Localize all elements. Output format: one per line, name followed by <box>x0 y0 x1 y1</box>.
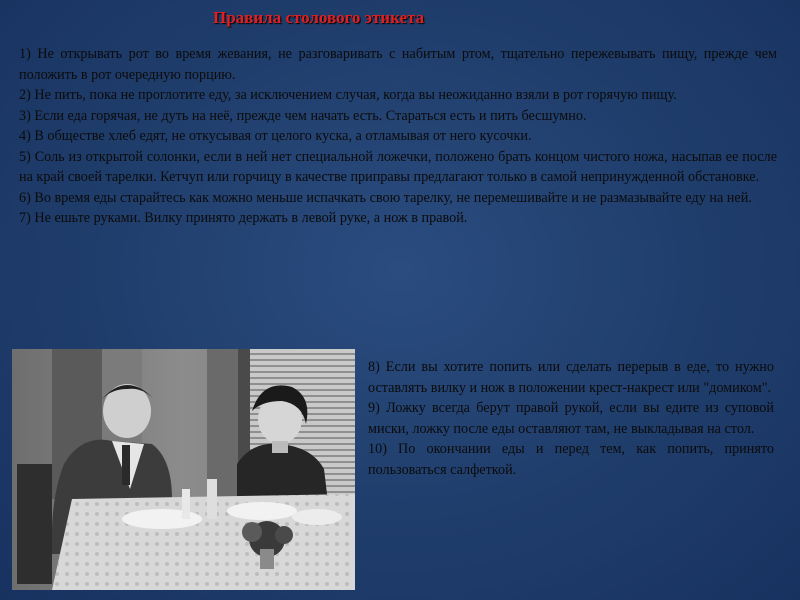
rules-list-top <box>19 44 777 229</box>
rule-8: 8) Если вы хотите попить или сделать перерыв в еде, то нужно оставлять вилку и нож в положении крест-накрест или "домиком". <box>368 359 774 396</box>
rule-9: 9) Ложку всегда берут правой рукой, если вы едите из суповой миски, ложку после еды оставляют там, не выкладывая на стол. <box>368 400 774 437</box>
dining-couple-photo <box>12 349 355 590</box>
rule-4: 4) В обществе хлеб едят, не откусывая от целого куска, а отламывая от него кусочки. <box>19 128 532 144</box>
rule-6: 6) Во время еды старайтесь как можно меньше испачкать свою тарелку, не перемешивайте и не размазывайте еду на ней. <box>19 189 752 206</box>
rule-5: 5) Соль из открытой солонки, если в ней нет специальной ложечки, положено брать концом чистого ножа, насыпав ее после на край своей тарелки. Кетчуп или горчицу в качестве приправы предлагают только в самой непринужденной обстановке. <box>19 148 777 185</box>
rule-2: 2) Не пить, пока не проглотите еду, за исключением случая, когда вы неожиданно взяли в рот горячую пищу. <box>19 87 677 103</box>
slide-title: Правила столового этикета <box>213 8 425 27</box>
rules-list-side <box>368 357 774 480</box>
rule-10: 10) По окончании еды и перед тем, как попить, принято пользоваться салфеткой. <box>368 441 774 478</box>
rule-1: 1) Не открывать рот во время жевания, не разговаривать с набитым ртом, тщательно пережевывать пищу, прежде чем положить в рот очередную порцию. <box>19 46 777 83</box>
rule-7: 7) Не ешьте руками. Вилку принято держать в левой руке, а нож в правой. <box>19 210 468 226</box>
rule-3: 3) Если еда горячая, не дуть на неё, прежде чем начать есть. Стараться есть и пить бесшумно. <box>19 107 587 124</box>
